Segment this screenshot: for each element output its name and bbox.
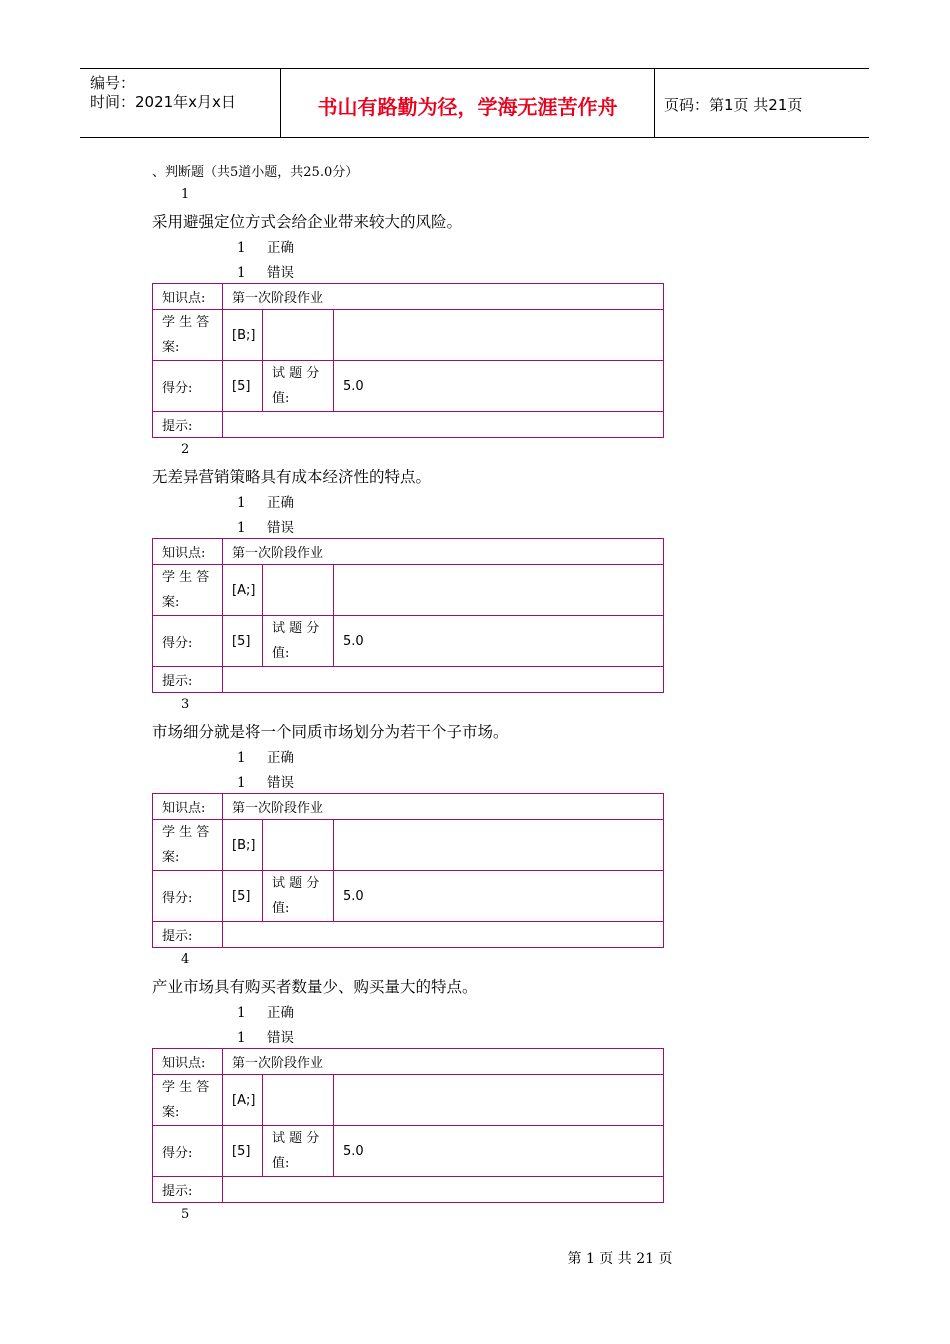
hint-label: 提示: <box>153 922 223 948</box>
doc-time: 时间：2021年x月x日 <box>90 93 236 111</box>
option-true[interactable] <box>237 746 294 766</box>
answer-label: 学 生 答 案: <box>153 310 223 361</box>
option-bullet: 1 <box>237 520 246 536</box>
option-true[interactable] <box>237 491 294 511</box>
option-false[interactable] <box>237 261 294 281</box>
empty-cell <box>263 310 334 361</box>
option-true[interactable] <box>237 1001 294 1021</box>
points-label: 试 题 分 值: <box>263 616 334 667</box>
option-bullet: 1 <box>237 1005 246 1021</box>
option-label: 正确 <box>267 1005 294 1021</box>
option-label: 错误 <box>267 520 294 536</box>
empty-cell <box>334 565 664 616</box>
empty-cell <box>263 1075 334 1126</box>
header-page-cell <box>654 69 869 137</box>
header-page-info: 页码：第1页 共21页 <box>664 96 803 114</box>
question-number: 3 <box>181 697 190 712</box>
score-value: [5] <box>223 616 263 667</box>
hint-label: 提示: <box>153 1177 223 1203</box>
hint-value <box>223 667 664 693</box>
empty-cell <box>334 1075 664 1126</box>
header-meta-cell <box>80 69 280 137</box>
score-label: 得分: <box>153 1126 223 1177</box>
points-value: 5.0 <box>334 361 664 412</box>
question-number: 5 <box>181 1207 190 1222</box>
option-bullet: 1 <box>237 750 246 766</box>
option-label: 错误 <box>267 775 294 791</box>
empty-cell <box>334 310 664 361</box>
points-label: 试 题 分 值: <box>263 1126 334 1177</box>
points-label: 试 题 分 值: <box>263 871 334 922</box>
score-value: [5] <box>223 871 263 922</box>
answer-table <box>152 1048 664 1203</box>
option-label: 错误 <box>267 1030 294 1046</box>
answer-table <box>152 283 664 438</box>
points-value: 5.0 <box>334 1126 664 1177</box>
question-text: 产业市场具有购买者数量少、购买量大的特点。 <box>152 978 478 996</box>
answer-label: 学 生 答 案: <box>153 565 223 616</box>
points-value: 5.0 <box>334 871 664 922</box>
option-label: 正确 <box>267 495 294 511</box>
doc-number-label: 编号： <box>90 74 136 92</box>
empty-cell <box>334 820 664 871</box>
question-number: 1 <box>181 187 190 202</box>
question-text: 市场细分就是将一个同质市场划分为若干个子市场。 <box>152 723 509 741</box>
option-label: 正确 <box>267 240 294 256</box>
option-bullet: 1 <box>237 1030 246 1046</box>
answer-value: [A;] <box>223 1075 263 1126</box>
answer-label: 学 生 答 案: <box>153 1075 223 1126</box>
score-value: [5] <box>223 361 263 412</box>
answer-value: [B;] <box>223 310 263 361</box>
option-label: 正确 <box>267 750 294 766</box>
answer-table <box>152 793 664 948</box>
knowledge-value: 第一次阶段作业 <box>223 284 664 310</box>
points-value: 5.0 <box>334 616 664 667</box>
option-bullet: 1 <box>237 495 246 511</box>
option-label: 错误 <box>267 265 294 281</box>
hint-label: 提示: <box>153 667 223 693</box>
option-bullet: 1 <box>237 240 246 256</box>
knowledge-value: 第一次阶段作业 <box>223 539 664 565</box>
question-text: 无差异营销策略具有成本经济性的特点。 <box>152 468 432 486</box>
knowledge-value: 第一次阶段作业 <box>223 1049 664 1075</box>
question-number: 2 <box>181 442 190 457</box>
answer-label: 学 生 答 案: <box>153 820 223 871</box>
page-footer: 第 1 页 共 21 页 <box>567 1251 673 1267</box>
option-bullet: 1 <box>237 775 246 791</box>
motto: 书山有路勤为径，学海无涯苦作舟 <box>317 95 618 119</box>
score-label: 得分: <box>153 361 223 412</box>
document-header <box>80 68 869 138</box>
section-title: 、判断题（共5道小题，共25.0分） <box>152 165 359 180</box>
knowledge-label: 知识点: <box>153 1049 223 1075</box>
answer-value: [B;] <box>223 820 263 871</box>
option-true[interactable] <box>237 236 294 256</box>
option-false[interactable] <box>237 516 294 536</box>
hint-value <box>223 922 664 948</box>
question-number: 4 <box>181 952 190 967</box>
answer-table <box>152 538 664 693</box>
knowledge-value: 第一次阶段作业 <box>223 794 664 820</box>
points-label: 试 题 分 值: <box>263 361 334 412</box>
option-bullet: 1 <box>237 265 246 281</box>
hint-value <box>223 1177 664 1203</box>
option-false[interactable] <box>237 1026 294 1046</box>
answer-value: [A;] <box>223 565 263 616</box>
hint-value <box>223 412 664 438</box>
option-false[interactable] <box>237 771 294 791</box>
knowledge-label: 知识点: <box>153 284 223 310</box>
knowledge-label: 知识点: <box>153 539 223 565</box>
hint-label: 提示: <box>153 412 223 438</box>
score-label: 得分: <box>153 871 223 922</box>
empty-cell <box>263 820 334 871</box>
question-text: 采用避强定位方式会给企业带来较大的风险。 <box>152 213 463 231</box>
empty-cell <box>263 565 334 616</box>
score-value: [5] <box>223 1126 263 1177</box>
knowledge-label: 知识点: <box>153 794 223 820</box>
header-motto-cell <box>280 69 655 137</box>
score-label: 得分: <box>153 616 223 667</box>
